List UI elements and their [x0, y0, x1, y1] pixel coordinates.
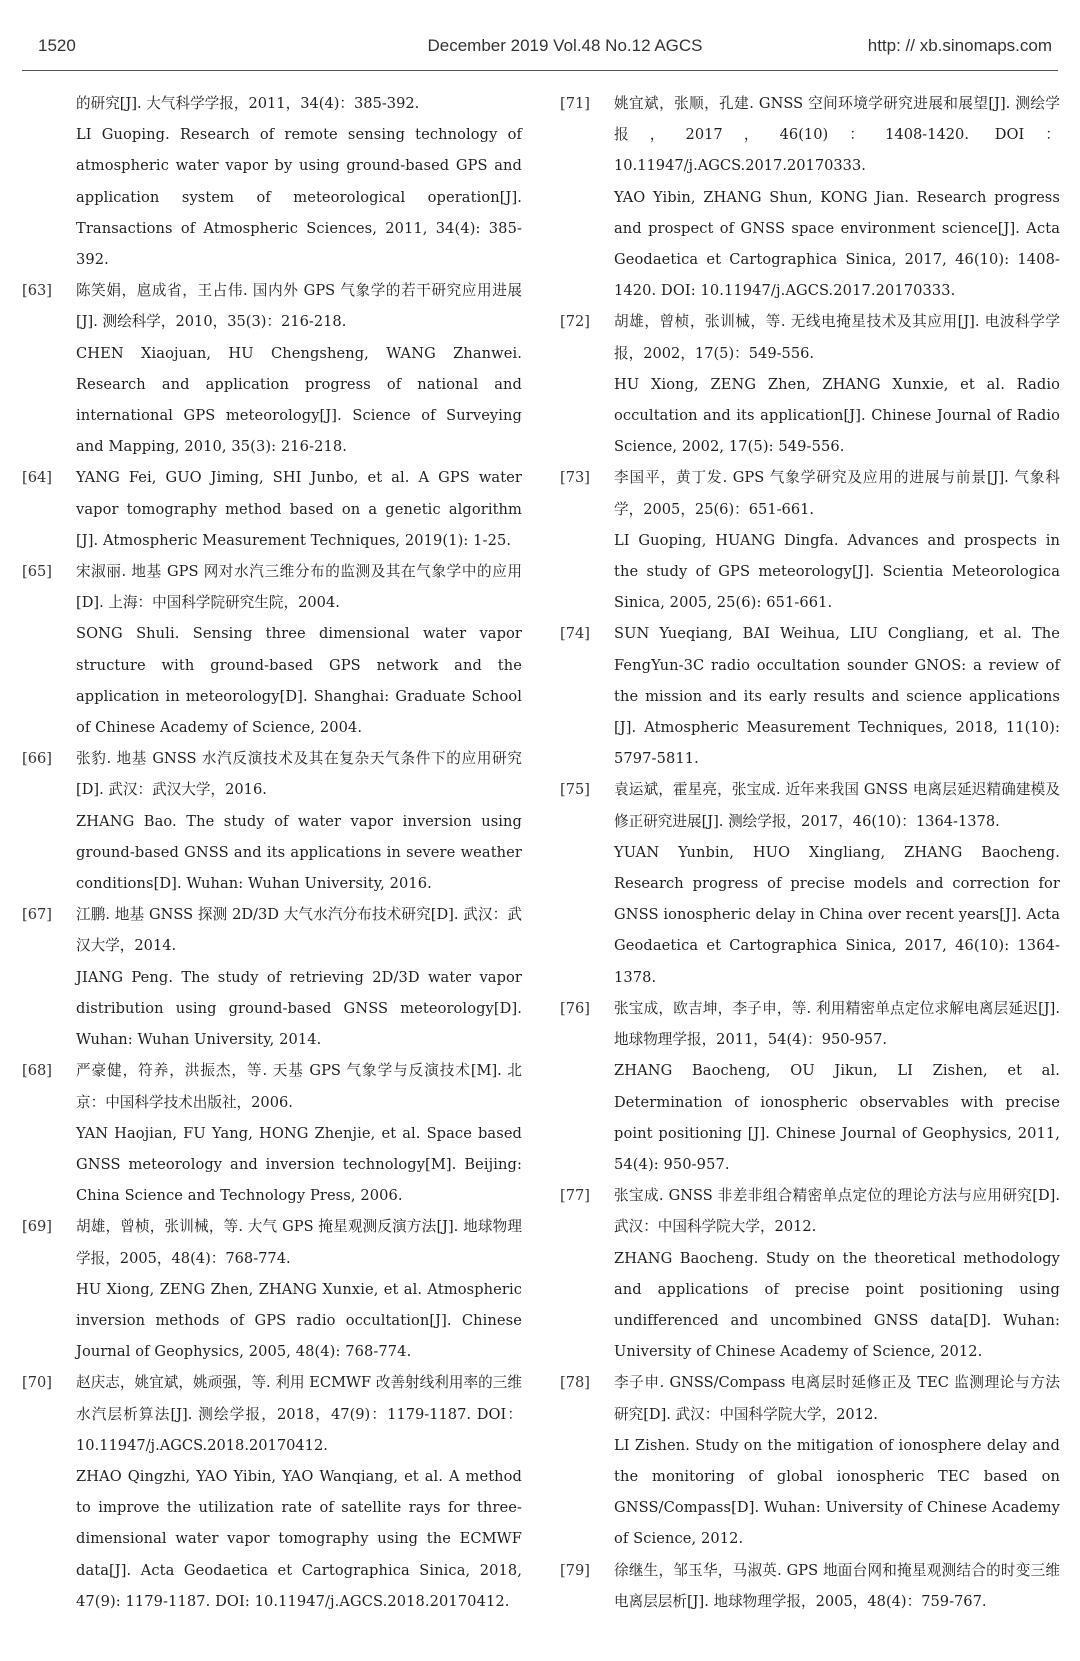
reference-number: [68]	[22, 1062, 52, 1080]
journal-issue: December 2019 Vol.48 No.12 AGCS	[427, 36, 703, 55]
reference-number: [75]	[560, 781, 590, 799]
reference-english: ZHAO Qingzhi, YAO Yibin, YAO Wanqiang, et al. A method to improve the utilization rate of satellite rays for three-dimensional water vapor tomography using the ECMWF data[J]. Acta Geodaetica et Cartographica Sinica, 2018, 47(9): 1179-1187. DOI: 10.11947/j.AGCS.2018.20170412.	[76, 1467, 522, 1610]
reference-chinese: 李子申. GNSS/Compass 电离层时延修正及 TEC 监测理论与方法研究[D]. 武汉：中国科学院大学，2012.	[614, 1374, 1060, 1423]
reference-item	[22, 462, 522, 556]
page-number: 1520	[38, 36, 76, 55]
reference-english: LI Zishen. Study on the mitigation of ionosphere delay and the monitoring of global ionospheric TEC based on GNSS/Compass[D]. Wuhan: University of Chinese Academy of Science, 2012.	[614, 1436, 1060, 1548]
reference-english: YUAN Yunbin, HUO Xingliang, ZHANG Baocheng. Research progress of precise models and correction for GNSS ionospheric delay in China over recent years[J]. Acta Geodaetica et Cartographica Sinica, 2017, 46(10): 1364-1378.	[614, 843, 1060, 986]
reference-number: [63]	[22, 282, 52, 300]
reference-item	[22, 1055, 522, 1211]
reference-english: LI Guoping, HUANG Dingfa. Advances and prospects in the study of GPS meteorology[J]. Scientia Meteorologica Sinica, 2005, 25(6): 651-661.	[614, 531, 1060, 612]
reference-number: [78]	[560, 1374, 590, 1392]
header-divider	[22, 70, 1058, 71]
reference-chinese: 徐继生，邹玉华，马淑英. GPS 地面台网和掩星观测结合的时变三维电离层层析[J]. 地球物理学报，2005，48(4)：759-767.	[614, 1561, 1060, 1610]
reference-chinese: 张豹. 地基 GNSS 水汽反演技术及其在复杂天气条件下的应用研究[D]. 武汉：武汉大学，2016.	[76, 750, 522, 799]
reference-english: ZHANG Baocheng. Study on the theoretical methodology and applications of precise point positioning using undifferenced and uncombined GNSS data[D]. Wuhan: University of Chinese Academy of Science, 2012.	[614, 1249, 1060, 1361]
reference-item	[22, 275, 522, 462]
reference-english: HU Xiong, ZENG Zhen, ZHANG Xunxie, et al. Radio occultation and its application[J]. Chinese Journal of Radio Science, 2002, 17(5): 549-556.	[614, 375, 1060, 456]
reference-item	[22, 88, 522, 275]
reference-english: CHEN Xiaojuan, HU Chengsheng, WANG Zhanwei. Research and application progress of national and international GPS meteorology[J]. Science of Surveying and Mapping, 2010, 35(3): 216-218.	[76, 344, 522, 456]
reference-item	[560, 618, 1060, 774]
reference-number: [70]	[22, 1374, 52, 1392]
journal-url[interactable]: http: // xb.sinomaps.com	[867, 36, 1052, 55]
reference-english: YAO Yibin, ZHANG Shun, KONG Jian. Research progress and prospect of GNSS space environment science[J]. Acta Geodaetica et Cartographica Sinica, 2017, 46(10): 1408-1420. DOI: 10.11947/j.AGCS.2017.20170333.	[614, 188, 1060, 300]
reference-chinese: 陈笑娟，扈成省，王占伟. 国内外 GPS 气象学的若干研究应用进展[J]. 测绘科学，2010，35(3)：216-218.	[76, 282, 522, 331]
reference-english: SUN Yueqiang, BAI Weihua, LIU Congliang, et al. The FengYun-3C radio occultation sounder GNOS: a review of the mission and its early results and science applications [J]. Atmospheric Measurement Techniques, 2018, 11(10): 5797-5811.	[614, 625, 1060, 768]
reference-item	[22, 899, 522, 1055]
reference-english: HU Xiong, ZENG Zhen, ZHANG Xunxie, et al. Atmospheric inversion methods of GPS radio occultation[J]. Chinese Journal of Geophysics, 2005, 48(4): 768-774.	[76, 1280, 522, 1361]
reference-column-right	[560, 88, 1060, 1617]
reference-item	[560, 306, 1060, 462]
reference-chinese: 李国平，黄丁发. GPS 气象学研究及应用的进展与前景[J]. 气象科学，2005，25(6)：651-661.	[614, 469, 1060, 518]
reference-number: [65]	[22, 563, 52, 581]
reference-item	[22, 1367, 522, 1617]
reference-chinese: 宋淑丽. 地基 GPS 网对水汽三维分布的监测及其在气象学中的应用[D]. 上海：中国科学院研究生院，2004.	[76, 563, 522, 612]
reference-english: ZHANG Bao. The study of water vapor inversion using ground-based GNSS and its applications in severe weather conditions[D]. Wuhan: Wuhan University, 2016.	[76, 812, 522, 893]
reference-item	[560, 774, 1060, 992]
reference-item	[22, 556, 522, 743]
reference-english: JIANG Peng. The study of retrieving 2D/3D water vapor distribution using ground-based GNSS meteorology[D]. Wuhan: Wuhan University, 2014.	[76, 968, 522, 1049]
reference-chinese: 张宝成，欧吉坤，李子申，等. 利用精密单点定位求解电离层延迟[J]. 地球物理学报，2011，54(4)：950-957.	[614, 999, 1060, 1049]
reference-column-left	[22, 88, 522, 1617]
reference-chinese: 的研究[J]. 大气科学学报，2011，34(4)：385-392.	[76, 95, 420, 112]
reference-item	[560, 462, 1060, 618]
reference-item	[560, 993, 1060, 1180]
reference-item	[560, 1180, 1060, 1367]
reference-item	[560, 88, 1060, 306]
reference-number: [66]	[22, 750, 52, 768]
reference-chinese: 张宝成. GNSS 非差非组合精密单点定位的理论方法与应用研究[D]. 武汉：中国科学院大学，2012.	[614, 1187, 1060, 1236]
reference-number: [67]	[22, 906, 52, 924]
reference-english: LI Guoping. Research of remote sensing technology of atmospheric water vapor by using ground-based GPS and application system of meteorological operation[J]. Transactions of Atmospheric Sciences, 2011, 34(4): 385-392.	[76, 126, 522, 269]
reference-number: [73]	[560, 469, 590, 487]
reference-chinese: 袁运斌，霍星亮，张宝成. 近年来我国 GNSS 电离层延迟精确建模及修正研究进展[J]. 测绘学报，2017，46(10)：1364-1378.	[614, 781, 1060, 830]
reference-english: YANG Fei, GUO Jiming, SHI Junbo, et al. A GPS water vapor tomography method based on a genetic algorithm [J]. Atmospheric Measurement Techniques, 2019(1): 1-25.	[76, 469, 522, 549]
reference-item	[22, 1211, 522, 1367]
reference-number: [76]	[560, 999, 590, 1017]
reference-number: [69]	[22, 1218, 52, 1236]
reference-item	[22, 743, 522, 899]
reference-english: SONG Shuli. Sensing three dimensional water vapor structure with ground-based GPS network and the application in meteorology[D]. Shanghai: Graduate School of Chinese Academy of Science, 2004.	[76, 625, 522, 737]
reference-number: [77]	[560, 1187, 590, 1205]
reference-number: [71]	[560, 95, 590, 112]
reference-number: [79]	[560, 1561, 590, 1579]
page-header	[38, 36, 1052, 66]
reference-number: [74]	[560, 625, 590, 643]
reference-item	[560, 1555, 1060, 1617]
reference-chinese: 胡雄，曾桢，张训械，等. 大气 GPS 掩星观测反演方法[J]. 地球物理学报，2005，48(4)：768-774.	[76, 1218, 522, 1267]
reference-chinese: 江鹏. 地基 GNSS 探测 2D/3D 大气水汽分布技术研究[D]. 武汉：武汉大学，2014.	[76, 906, 522, 955]
reference-number: [72]	[560, 313, 590, 331]
reference-english: ZHANG Baocheng, OU Jikun, LI Zishen, et al. Determination of ionospheric observables with precise point positioning [J]. Chinese Journal of Geophysics, 2011, 54(4): 950-957.	[614, 1062, 1060, 1173]
reference-chinese: 胡雄，曾桢，张训械，等. 无线电掩星技术及其应用[J]. 电波科学学报，2002，17(5)：549-556.	[614, 313, 1060, 362]
reference-chinese: 姚宜斌，张顺，孔建. GNSS 空间环境学研究进展和展望[J]. 测绘学报，2017，46(10)：1408-1420. DOI：10.11947/j.AGCS.2017.20170333.	[614, 95, 1060, 175]
reference-number: [64]	[22, 469, 52, 487]
reference-chinese: 严豪健，符养，洪振杰，等. 天基 GPS 气象学与反演技术[M]. 北京：中国科学技术出版社，2006.	[76, 1062, 522, 1111]
reference-chinese: 赵庆志，姚宜斌，姚顽强，等. 利用 ECMWF 改善射线利用率的三维水汽层析算法[J]. 测绘学报，2018，47(9)：1179-1187. DOI：10.11947/j.AGCS.2018.20170412.	[76, 1374, 522, 1454]
reference-item	[560, 1367, 1060, 1554]
reference-english: YAN Haojian, FU Yang, HONG Zhenjie, et al. Space based GNSS meteorology and inversion technology[M]. Beijing: China Science and Technology Press, 2006.	[76, 1124, 522, 1205]
